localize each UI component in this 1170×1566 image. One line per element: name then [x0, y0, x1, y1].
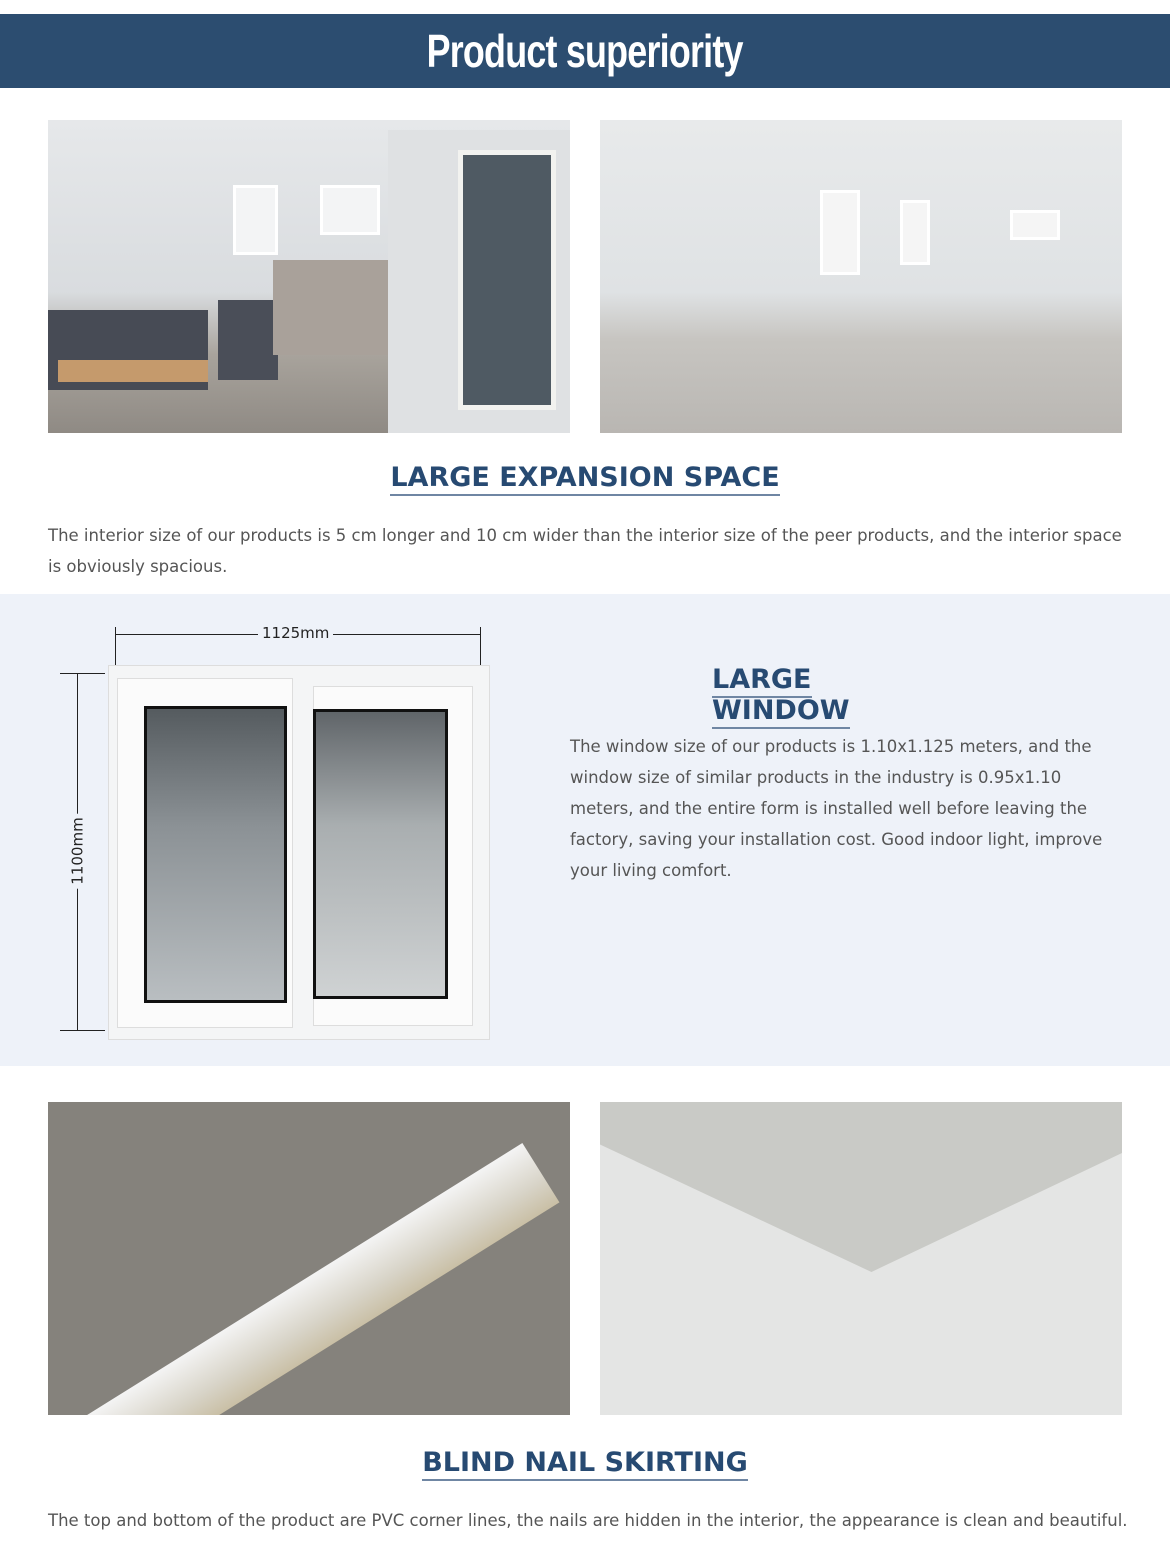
window-description: The window size of our products is 1.10x1.125 meters, and the window size of similar products in the industry is 0.95x1.10 meters, and the entire form is installed well before leaving the factory, saving your installation cost. Good indoor light, improve your living comfort.: [570, 737, 1103, 880]
window-image: [108, 665, 490, 1040]
ceiling-corner-photo: [600, 1102, 1122, 1415]
dimension-tick: [60, 673, 105, 674]
header-banner: [0, 14, 1170, 88]
section-heading-skirting: BLIND NAIL SKIRTING: [0, 1447, 1170, 1478]
height-label: 1100mm: [69, 813, 87, 888]
page-title: Product superiority: [426, 25, 744, 77]
pvc-corner-line-photo: [48, 1102, 570, 1415]
section-heading-window: LARGE WINDOW: [712, 664, 952, 726]
dimension-tick: [60, 1030, 105, 1031]
expansion-description: The interior size of our products is 5 cm longer and 10 cm wider than the interior size of the peer products, and the interior space is obviously spacious.: [48, 526, 1122, 576]
corridor-room-photo: [600, 120, 1122, 433]
section-heading-expansion: LARGE EXPANSION SPACE: [0, 462, 1170, 493]
living-room-photo: [48, 120, 570, 433]
width-label: 1125mm: [258, 624, 333, 642]
skirting-description: The top and bottom of the product are PVC corner lines, the nails are hidden in the interior, the appearance is clean and beautiful.: [48, 1511, 1128, 1530]
